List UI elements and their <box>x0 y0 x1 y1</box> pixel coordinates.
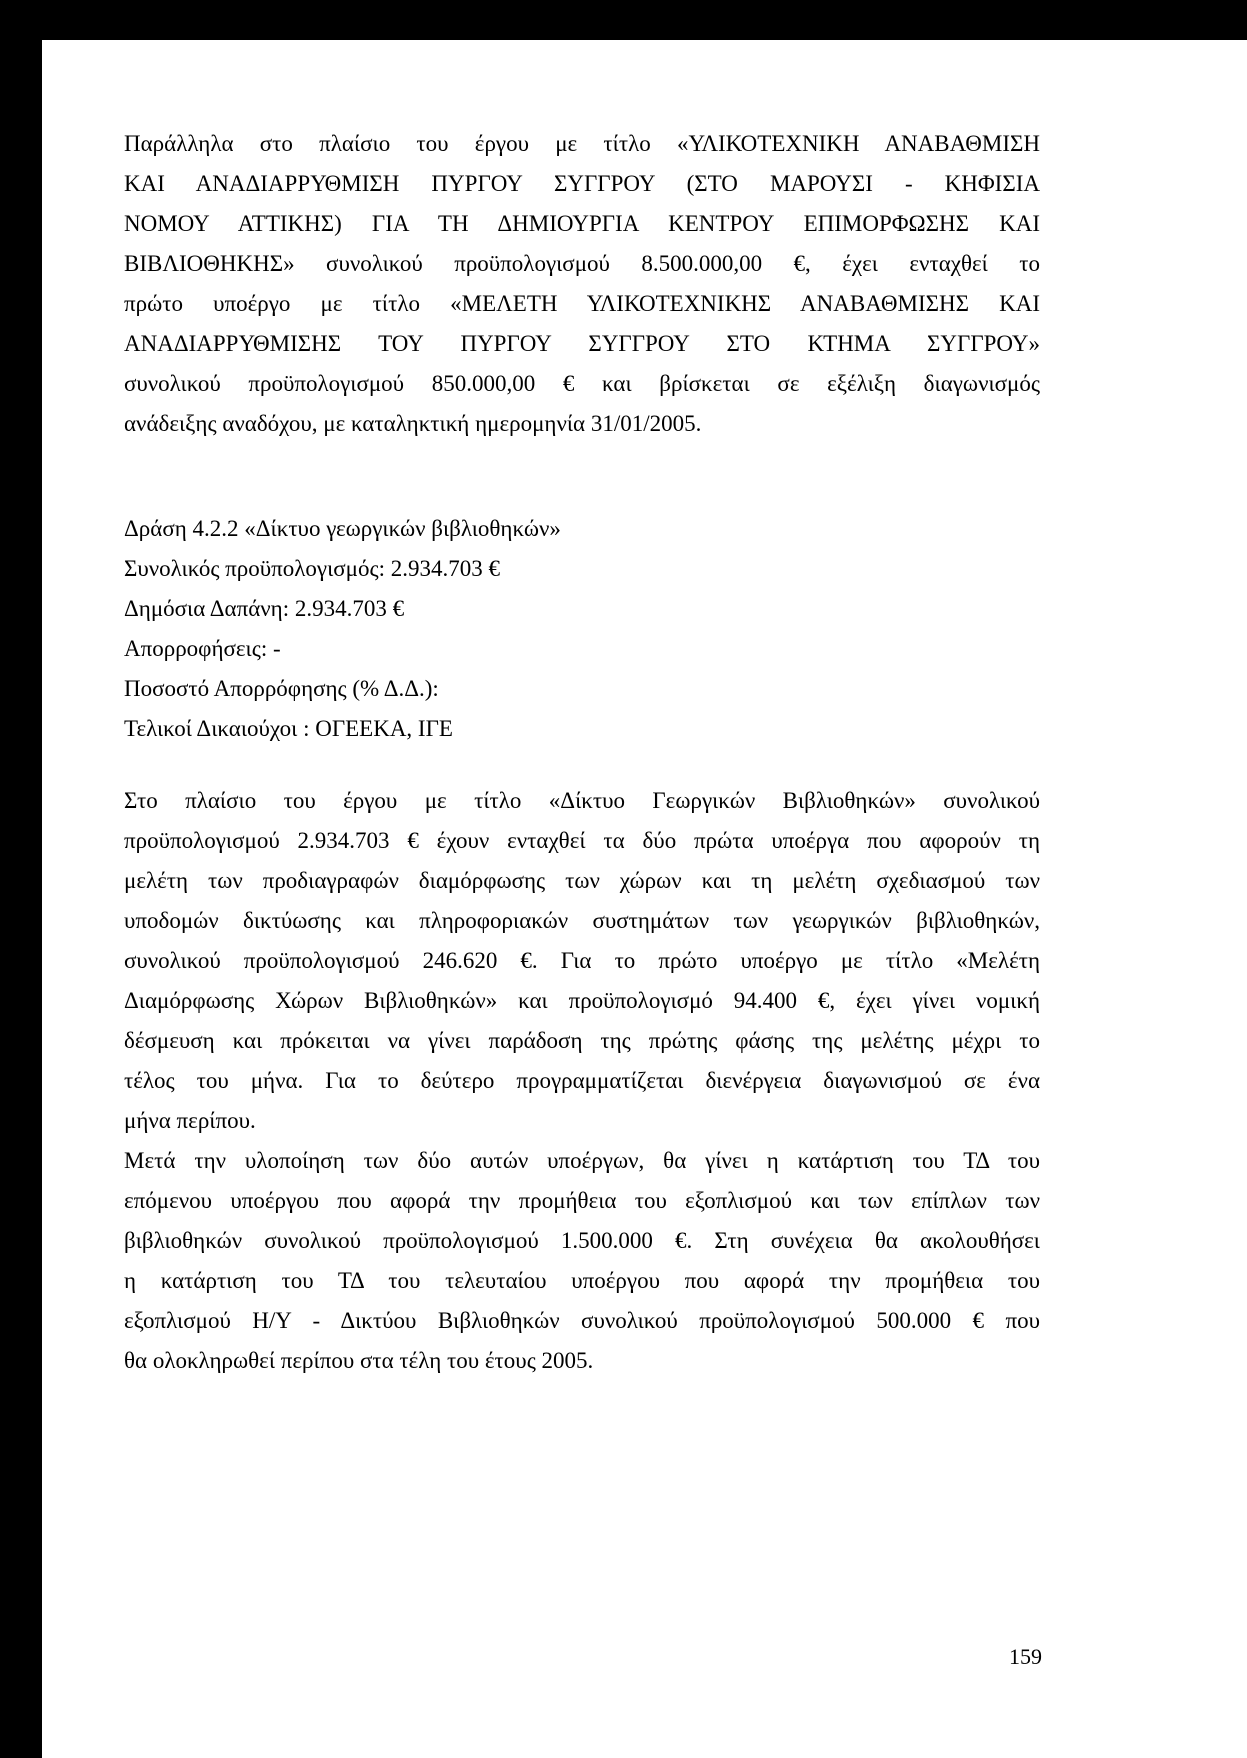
paragraph-line: ΚΑΙ ΑΝΑΔΙΑΡΡΥΘΜΙΣΗ ΠΥΡΓΟΥ ΣΥΓΓΡΟΥ (ΣΤΟ ΜΑΡΟΥΣΙ - ΚΗΦΙΣΙΑ <box>124 171 1040 196</box>
final-beneficiaries: Τελικοί Δικαιούχοι : ΟΓΕΕΚΑ, ΙΓΕ <box>124 716 453 741</box>
page-number: 159 <box>1009 1644 1042 1669</box>
paragraph-line: υποδομών δικτύωσης και πληροφοριακών συστημάτων των γεωργικών βιβλιοθηκών, <box>124 908 1040 933</box>
paragraph-agricultural-libraries <box>124 781 1040 1141</box>
paragraph-line: συνολικού προϋπολογισμού 246.620 €. Για το πρώτο υποέργο με τίτλο «Μελέτη <box>124 948 1040 973</box>
paragraph-line: προϋπολογισμού 2.934.703 € έχουν ενταχθεί τα δύο πρώτα υποέργα που αφορούν τη <box>124 828 1040 853</box>
paragraph-line: συνολικού προϋπολογισμού 850.000,00 € και βρίσκεται σε εξέλιξη διαγωνισμός <box>124 371 1040 396</box>
absorptions: Απορροφήσεις: - <box>124 636 281 661</box>
paragraph-line: Παράλληλα στο πλαίσιο του έργου με τίτλο «ΥΛΙΚΟΤΕΧΝΙΚΗ ΑΝΑΒΑΘΜΙΣΗ <box>124 131 1040 156</box>
paragraph-line: ΝΟΜΟΥ ΑΤΤΙΚΗΣ) ΓΙΑ ΤΗ ΔΗΜΙΟΥΡΓΙΑ ΚΕΝΤΡΟΥ ΕΠΙΜΟΡΦΩΣΗΣ ΚΑΙ <box>124 211 1040 236</box>
paragraph-line: δέσμευση και πρόκειται να γίνει παράδοση της πρώτης φάσης της μελέτης μέχρι το <box>124 1028 1040 1053</box>
paragraph-next-subprojects <box>124 1141 1040 1381</box>
total-budget: Συνολικός προϋπολογισμός: 2.934.703 € <box>124 556 500 581</box>
paragraph-line: ΑΝΑΔΙΑΡΡΥΘΜΙΣΗΣ ΤΟΥ ΠΥΡΓΟΥ ΣΥΓΓΡΟΥ ΣΤΟ ΚΤΗΜΑ ΣΥΓΓΡΟΥ» <box>124 331 1040 356</box>
paragraph-line: βιβλιοθηκών συνολικού προϋπολογισμού 1.500.000 €. Στη συνέχεια θα ακολουθήσει <box>124 1228 1040 1253</box>
paragraph-line: η κατάρτιση του ΤΔ του τελευταίου υποέργου που αφορά την προμήθεια του <box>124 1268 1040 1293</box>
paragraph-line: μήνα περίπου. <box>124 1108 256 1133</box>
absorption-rate: Ποσοστό Απορρόφησης (% Δ.Δ.): <box>124 676 439 701</box>
paragraph-line: Στο πλαίσιο του έργου με τίτλο «Δίκτυο Γεωργικών Βιβλιοθηκών» συνολικού <box>124 788 1040 813</box>
paragraph-line: πρώτο υποέργο με τίτλο «ΜΕΛΕΤΗ ΥΛΙΚΟΤΕΧΝΙΚΗΣ ΑΝΑΒΑΘΜΙΣΗΣ ΚΑΙ <box>124 291 1040 316</box>
document-page <box>42 40 1247 1758</box>
action-title: Δράση 4.2.2 «Δίκτυο γεωργικών βιβλιοθηκών» <box>124 516 561 541</box>
action-info-block <box>124 509 1040 749</box>
paragraph-syggrou-tower <box>124 124 1040 444</box>
public-expenditure: Δημόσια Δαπάνη: 2.934.703 € <box>124 596 405 621</box>
paragraph-line: ΒΙΒΛΙΟΘΗΚΗΣ» συνολικού προϋπολογισμού 8.500.000,00 €, έχει ενταχθεί το <box>124 251 1040 276</box>
paragraph-line: ανάδειξης αναδόχου, με καταληκτική ημερομηνία 31/01/2005. <box>124 411 702 436</box>
paragraph-line: Μετά την υλοποίηση των δύο αυτών υποέργων, θα γίνει η κατάρτιση του ΤΔ του <box>124 1148 1040 1173</box>
paragraph-line: Διαμόρφωσης Χώρων Βιβλιοθηκών» και προϋπολογισμό 94.400 €, έχει γίνει νομική <box>124 988 1040 1013</box>
paragraph-line: μελέτη των προδιαγραφών διαμόρφωσης των χώρων και τη μελέτη σχεδιασμού των <box>124 868 1040 893</box>
paragraph-line: θα ολοκληρωθεί περίπου στα τέλη του έτους 2005. <box>124 1348 594 1373</box>
paragraph-line: επόμενου υποέργου που αφορά την προμήθεια του εξοπλισμού και των επίπλων των <box>124 1188 1040 1213</box>
paragraph-line: εξοπλισμού Η/Υ - Δικτύου Βιβλιοθηκών συνολικού προϋπολογισμού 500.000 € που <box>124 1308 1040 1333</box>
paragraph-line: τέλος του μήνα. Για το δεύτερο προγραμματίζεται διενέργεια διαγωνισμού σε ένα <box>124 1068 1040 1093</box>
